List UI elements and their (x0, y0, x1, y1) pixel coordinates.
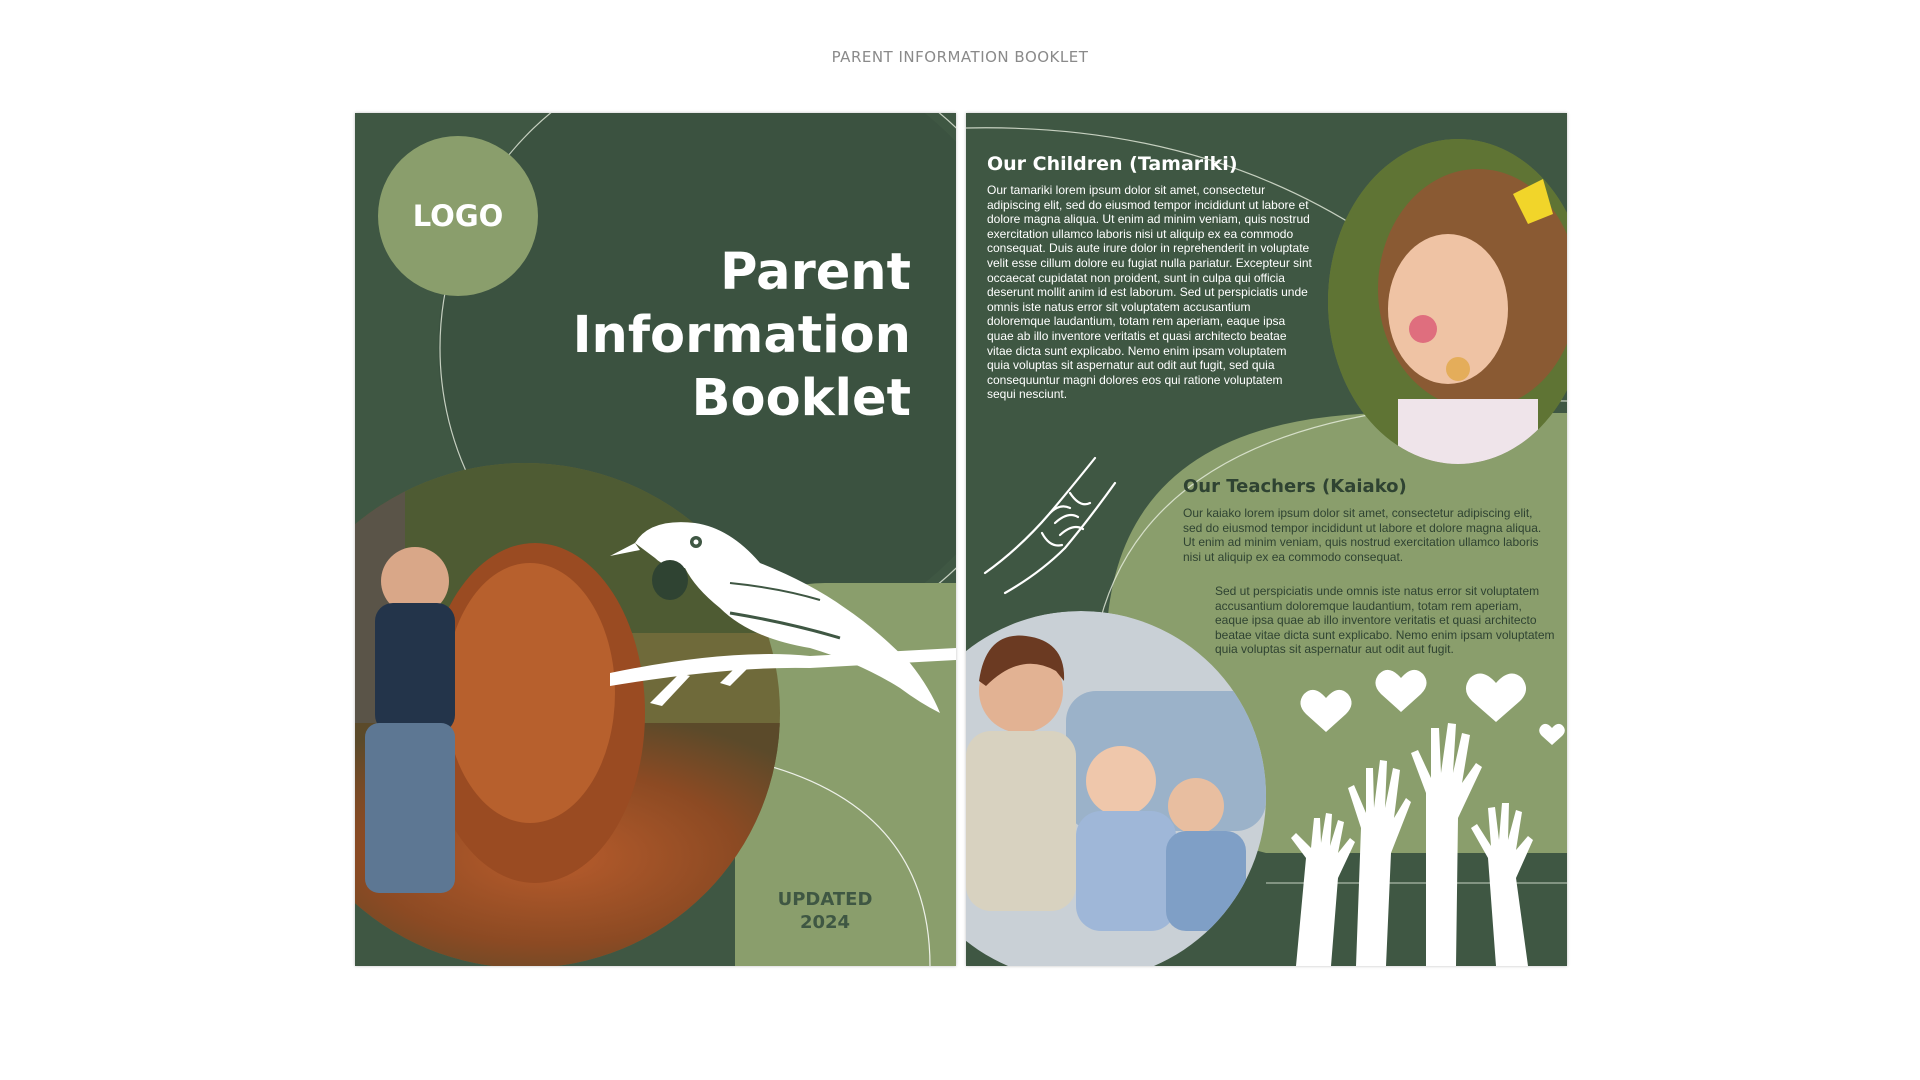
updated-line-1: UPDATED (777, 889, 873, 910)
cover-title-line-2: Information (572, 306, 911, 365)
cover-title-line-1: Parent (720, 243, 911, 302)
cover-title (511, 241, 911, 430)
cover-page (355, 113, 956, 966)
cover-title-line-3: Booklet (691, 369, 911, 428)
tui-bird-illustration-icon (610, 488, 956, 758)
teachers-body-text-1: Our kaiako lorem ipsum dolor sit amet, consectetur adipiscing elit, sed do eiusmod tempor incididunt ut labore et dolore magna aliqua. Ut enim ad minim veniam, quis nostrud exercitation ullamco laboris nisi ut aliquip ex ea commodo consequat. (1183, 506, 1542, 564)
teachers-body-text-2: Sed ut perspiciatis unde omnis iste natus error sit voluptatem accusantium doloremque laudantium, totam rem aperiam, eaque ipsa quae ab illo inventore veritatis et quasi architecto beatae vitae dicta sunt explicabo. Nemo enim ipsam voluptatem quia voluptas sit aspernatur aut odit aut fugit. (1215, 584, 1555, 657)
holding-hands-line-icon (980, 453, 1130, 603)
children-heading: Our Children (Tamariki) (987, 153, 1238, 175)
updated-year: 2024 (799, 912, 851, 933)
logo-placeholder: LOGO (378, 136, 538, 296)
raised-hands-with-hearts-icon (1266, 668, 1567, 966)
teachers-heading: Our Teachers (Kaiako) (1183, 476, 1407, 497)
children-body-text: Our tamariki lorem ipsum dolor sit amet, consectetur adipiscing elit, sed do eiusmod tempor incididunt ut labore et dolore magna aliqua. Ut enim ad minim veniam, quis nostrud exercitation ullamco laboris nisi ut aliquip ex ea commodo consequat. Duis aute irure dolor in reprehenderit in voluptate velit esse cillum dolore eu fugiat nulla pariatur. Excepteur sint occaecat cupidatat non proident, sunt in culpa qui officia deserunt mollit anim id est laborum. Sed ut perspiciatis unde omnis iste natus error sit voluptatem accusantium doloremque laudantium, totam rem aperiam, eaque ipsa quae ab illo inventore veritatis et quasi architecto beatae vitae dicta sunt explicabo. Nemo enim ipsam voluptatem quia voluptas sit aspernatur aut odit aut fugit, sed quia consequuntur magni dolores eos qui ratione voluptatem sequi nesciunt. (987, 183, 1312, 402)
inside-page (966, 113, 1567, 966)
booklet-header-title: PARENT INFORMATION BOOKLET (831, 48, 1089, 66)
updated-label (755, 888, 895, 934)
